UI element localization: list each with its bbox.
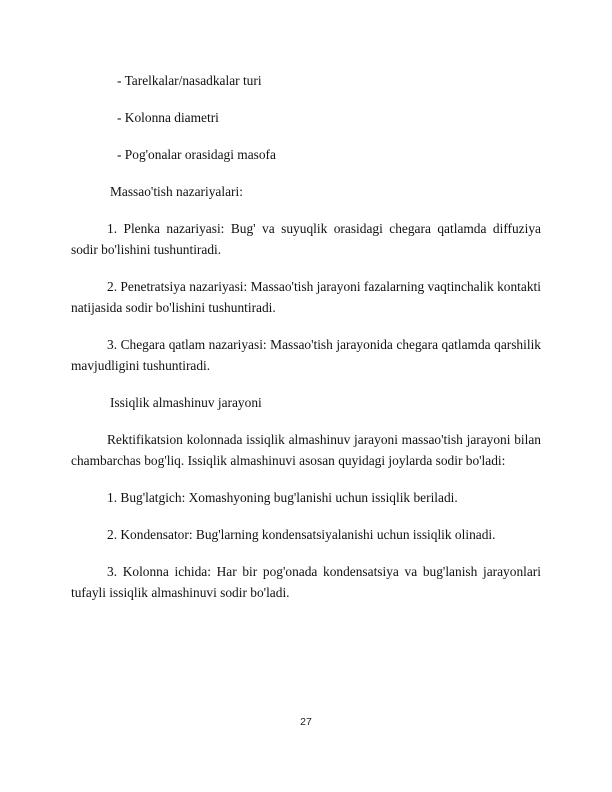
bullet-item: - Kolonna diametri	[117, 110, 219, 125]
page-number: 27	[300, 716, 312, 728]
heat-exchange-item: 3. Kolonna ichida: Har bir pog'onada kondensatsiya va bug'lanish jarayonlari tufayli issiqlik almashinuvi sodir bo'ladi.	[71, 564, 541, 600]
theory-item-plenka: 1. Plenka nazariyasi: Bug' va suyuqlik orasidagi chegara qatlamda diffuziya sodir bo'lishini tushuntiradi.	[71, 221, 541, 257]
section-heading-massaotish: Massao'tish nazariyalari:	[110, 184, 243, 199]
heat-exchange-item: 1. Bug'latgich: Xomashyoning bug'lanishi uchun issiqlik beriladi.	[107, 490, 458, 505]
section-intro-paragraph: Rektifikatsion kolonnada issiqlik almashinuv jarayoni massao'tish jarayoni bilan chambarchas bog'liq. Issiqlik almashinuvi asosan quyidagi joylarda sodir bo'ladi:	[71, 432, 541, 468]
theory-item-chegara: 3. Chegara qatlam nazariyasi: Massao'tish jarayonida chegara qatlamda qarshilik mavjudligini tushuntiradi.	[71, 337, 541, 373]
page-content	[71, 70, 541, 619]
bullet-item: - Pog'onalar orasidagi masofa	[117, 147, 276, 162]
heat-exchange-item: 2. Kondensator: Bug'larning kondensatsiyalanishi uchun issiqlik olinadi.	[107, 527, 496, 542]
theory-item-penetratsiya: 2. Penetratsiya nazariyasi: Massao'tish jarayoni fazalarning vaqtinchalik kontakti natijasida sodir bo'lishini tushuntiradi.	[71, 279, 541, 315]
section-heading-issiqlik: Issiqlik almashinuv jarayoni	[110, 395, 262, 410]
bullet-item: - Tarelkalar/nasadkalar turi	[117, 73, 262, 88]
